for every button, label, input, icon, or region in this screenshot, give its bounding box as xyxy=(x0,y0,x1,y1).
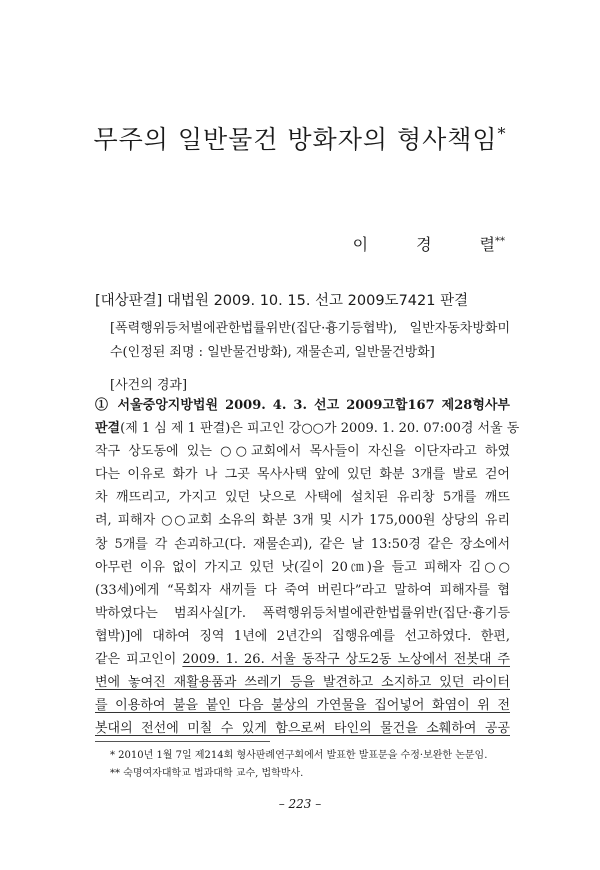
paragraph-line: 창 5개를 각 손괴하고(다. 재물손괴), 같은 날 13:50경 같은 장소에서 xyxy=(95,536,510,552)
author-name xyxy=(353,232,505,255)
bold-term: 판결 xyxy=(95,421,121,437)
author-char-1: 이 xyxy=(352,235,369,254)
paragraph-line: 를 이용하여 불을 붙인 다음 불상의 가연물을 집어넣어 화염이 위 전 xyxy=(95,698,510,714)
paragraph-line xyxy=(95,417,520,440)
footnote-2: ** 숙명여자대학교 법과대학 교수, 법학박사. xyxy=(110,768,304,779)
paragraph-line: 차 깨뜨리고, 가지고 있던 낫으로 사택에 설치된 유리창 5개를 깨뜨 xyxy=(95,490,510,506)
section-heading: [사건의 경과] xyxy=(110,378,188,393)
paragraph-line: 려, 피해자 ○○교회 소유의 화분 3개 및 시가 175,000원 상당의 유리 xyxy=(95,513,510,529)
underlined-text: 2009. 1. 26. 서울 동작구 상도2동 노상에서 전봇대 주 xyxy=(182,652,510,668)
page-number: – 223 – xyxy=(278,797,322,811)
case-paragraph xyxy=(95,394,520,740)
line-text: (제 1 심 제 1 판결)은 피고인 강○○가 2009. 1. 20. 07:00경 서울 동 xyxy=(120,421,520,437)
footnote-1: * 2010년 1월 7일 제214회 형사판례연구회에서 발표한 발표문을 수정·보완한 논문임. xyxy=(110,750,488,761)
author-char-2: 경 xyxy=(416,235,432,254)
paragraph-line: 봇대의 전선에 미칠 수 있게 함으로써 타인의 물건을 소훼하여 공공 xyxy=(95,721,510,737)
paragraph-line: 변에 놓여진 재활용품과 쓰레기 등을 발견하고 소지하고 있던 라이터 xyxy=(95,675,510,691)
paragraph-line: 아무런 이유 없이 가지고 있던 낫(길이 20㎝)을 들고 피해자 김○○ xyxy=(95,559,510,575)
charges-list: [폭력행위등처벌에관한법률위반(집단·흉기등협박), 일반자동차방화미수(인정된 죄명 : 일반물건방화), 재물손괴, 일반물건방화] xyxy=(110,321,510,360)
author-footnote-mark: ** xyxy=(495,236,505,247)
paragraph-line xyxy=(95,648,510,671)
paragraph-line: ① 서울중앙지방법원 2009. 4. 3. 선고 2009고합167 제28형사부 xyxy=(95,398,510,413)
paragraph-line: 협박)]에 대하여 징역 1년에 2년간의 집행유예를 선고하였다. 한편, xyxy=(95,628,510,644)
paragraph-line: (33세)에게 “목회자 새끼들 다 죽여 버린다”라고 말하여 피해자를 협 xyxy=(95,582,510,598)
paragraph-line: 박하였다는 범죄사실[가. 폭력행위등처벌에관한법률위반(집단·흉기등 xyxy=(95,605,510,621)
paragraph-line: 다는 이유로 화가 나 그곳 목사사택 앞에 있던 화분 3개를 발로 걷어 xyxy=(95,467,510,483)
target-judgment: [대상판결] 대법원 2009. 10. 15. 선고 2009도7421 판결 xyxy=(95,293,469,309)
title-footnote-mark: * xyxy=(497,124,507,143)
footnote-divider xyxy=(95,741,270,742)
paragraph-line: 작구 상도동에 있는 ○○교회에서 목사들이 자신을 이단자라고 하였 xyxy=(95,444,510,460)
line-text: 같은 피고인이 xyxy=(95,652,183,668)
article-title xyxy=(0,120,600,156)
article-title-text: 무주의 일반물건 방화자의 형사책임 xyxy=(93,125,498,154)
author-char-3: 렬 xyxy=(479,235,495,254)
